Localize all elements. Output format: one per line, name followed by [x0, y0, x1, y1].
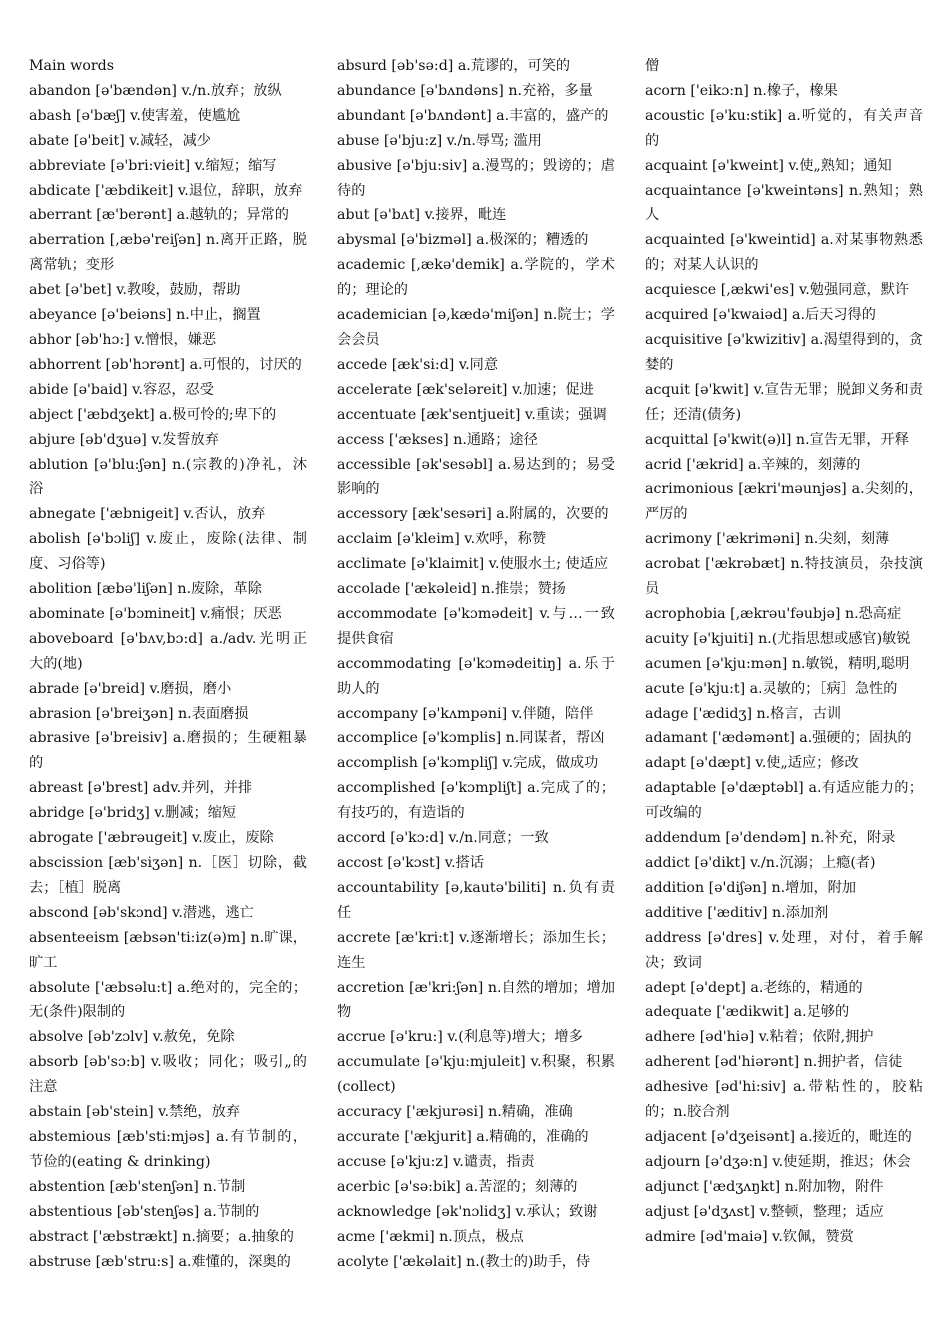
word-entry: abet [ə'bet] v.教唆，鼓励，帮助: [29, 282, 241, 299]
word-entry: academic [,ækə'demik] a.学院的，学术的；理论的: [337, 257, 615, 299]
word-entry: addict [ə'dikt] v./n.沉溺；上瘾(者): [645, 855, 876, 871]
word-entry: abbreviate [ə'bri:vieit] v.缩短；缩写: [29, 157, 277, 174]
word-entry: acute [ə'kju:t] a.灵敏的；［病］急性的: [645, 680, 898, 697]
word-entry: access ['ækses] n.通路；途径: [337, 431, 538, 448]
word-entry: abrasion [ə'breiʒən] n.表面磨损: [29, 705, 249, 722]
word-entry: abide [ə'baid] v.容忍，忍受: [29, 381, 214, 398]
word-entry: accumulate [ə'kju:mjuleit] v.积聚，积累(collect): [337, 1054, 615, 1096]
word-entry: abhor [əb'hɔ:] v.憎恨，嫌恶: [29, 331, 217, 348]
word-entry: acuity [ə'kjuiti] n.(尤指思想或感官)敏锐: [645, 630, 911, 647]
word-entry: admire [əd'maiə] v.钦佩，赞赏: [645, 1228, 854, 1245]
word-entry: acclaim [ə'kleim] v.欢呼，称赞: [337, 531, 547, 548]
word-entry: abandon [ə'bændən] v./n.放弃；放纵: [29, 82, 282, 99]
word-entry: acquaint [ə'kweint] v.使„熟知；通知: [645, 157, 892, 174]
word-entry: abhorrent [əb'hɔrənt] a.可恨的，讨厌的: [29, 356, 302, 373]
word-entry: abstract ['æbstrækt] n.摘要；a.抽象的: [29, 1228, 294, 1245]
word-entry: abusive [ə'bju:siv] a.漫骂的；毁谤的；虐待的: [337, 157, 615, 199]
word-entry: adaptable [ə'dæptəbl] a.有适应能力的；可改编的: [645, 780, 923, 822]
word-entry: absenteeism [æbsən'ti:iz(ə)m] n.旷课，旷工: [29, 929, 307, 971]
word-entry: acclimate [ə'klaimit] v.使服水土; 使适应: [337, 556, 609, 573]
word-entry: accrete [æ'kri:t] v.逐渐增长；添加生长；连生: [337, 929, 615, 971]
word-entry: adhesive [əd'hi:siv] a.带粘性的，胶粘的；n.胶合剂: [645, 1079, 923, 1121]
word-entry: accord [ə'kɔ:d] v./n.同意；一致: [337, 830, 549, 847]
word-entry: abash [ə'bæʃ] v.使害羞，使尴尬: [29, 107, 241, 124]
word-entry: acrid ['ækrid] a.辛辣的，刻薄的: [645, 456, 861, 473]
word-entry: abysmal [ə'bizməl] a.极深的；糟透的: [337, 232, 589, 249]
word-entry: abstain [əb'stein] v.禁绝，放弃: [29, 1104, 240, 1121]
word-entry: acquaintance [ə'kweintəns] n.熟知；熟人: [645, 182, 923, 224]
word-entry: aberrant [æ'berənt] a.越轨的；异常的: [29, 207, 289, 224]
word-entry: additive ['æditiv] n.添加剂: [645, 904, 829, 921]
word-entry: abrasive [ə'breisiv] a.磨损的；生硬粗暴的: [29, 730, 307, 772]
word-entry: abdicate ['æbdikeit] v.退位，辞职，放弃: [29, 182, 303, 199]
word-entry: accuracy ['ækjurəsi] n.精确，准确: [337, 1104, 573, 1121]
word-entry: 僧: [645, 58, 660, 74]
word-entry: accretion [æ'kri:ʃən] n.自然的增加；增加物: [337, 979, 616, 1021]
word-entry: adhere [əd'hiə] v.粘着；依附,拥护: [645, 1029, 874, 1046]
word-entry: accede [æk'si:d] v.同意: [337, 356, 499, 373]
word-entry: accuse [ə'kju:z] v.谴责，指责: [337, 1153, 535, 1170]
word-entry: acorn ['eikɔ:n] n.橡子，橡果: [645, 82, 838, 99]
word-entry: accomplished [ə'kɔmpliʃt] a.完成了的；有技巧的，有造诣的: [337, 780, 615, 822]
word-entry: abstemious [æb'sti:mjəs] a.有节制的，节俭的(eating & drinking): [29, 1128, 307, 1170]
word-entry: accomplish [ə'kɔmpliʃ] v.完成，做成功: [337, 755, 599, 772]
word-entry: abolish [ə'bɔliʃ] v.废止，废除(法律、制度、习俗等): [29, 531, 307, 573]
word-entry: abject ['æbdʒekt] a.极可怜的;卑下的: [29, 406, 277, 423]
word-entry: adjacent [ə'dʒeisənt] a.接近的，毗连的: [645, 1128, 912, 1145]
word-entry: abeyance [ə'beiəns] n.中止，搁置: [29, 307, 261, 324]
word-entry: acrimonious [ækri'məunjəs] a.尖刻的，严厉的: [645, 481, 923, 523]
word-entry: abjure [əb'dʒuə] v.发誓放弃: [29, 431, 219, 448]
word-entry: acoustic [ə'ku:stik] a.听觉的，有关声音的: [645, 107, 923, 149]
word-entry: address [ə'dres] v.处理，对付，着手解决；致词: [645, 929, 923, 971]
word-entry: acrimony ['ækriməni] n.尖刻，刻薄: [645, 531, 890, 548]
word-entry: acquisitive [ə'kwizitiv] a.渴望得到的，贪婪的: [645, 331, 923, 373]
word-entry: ablution [ə'blu:ʃən] n.(宗教的)净礼，沐浴: [29, 456, 307, 498]
word-entry: adjourn [ə'dʒə:n] v.使延期，推迟；休会: [645, 1153, 911, 1170]
word-entry: absolute ['æbsəlu:t] a.绝对的，完全的；无(条件)限制的: [29, 979, 307, 1021]
word-entry: abstentious [əb'stenʃəs] a.节制的: [29, 1203, 260, 1220]
word-entry: accessible [ək'sesəbl] a.易达到的；易受影响的: [337, 456, 615, 498]
word-entry: adherent [əd'hiərənt] n.拥护者，信徒: [645, 1054, 903, 1071]
word-entry: abscission [æb'siʒən] n.［医］切除，截去；［植］脱离: [29, 855, 307, 896]
word-entry: adapt [ə'dæpt] v.使„适应；修改: [645, 755, 859, 772]
word-entry: absorb [əb'sɔ:b] v.吸收；同化；吸引„的注意: [29, 1054, 307, 1096]
word-entry: adjust [ə'dʒʌst] v.整顿，整理；适应: [645, 1203, 884, 1220]
word-entry: adept [ə'dept] a.老练的，精通的: [645, 979, 863, 996]
word-entry: accolade ['ækəleid] n.推崇；赞扬: [337, 581, 566, 598]
word-entry: acolyte ['ækəlait] n.(教士的)助手，侍: [337, 1253, 591, 1270]
word-entry: addition [ə'diʃən] n.增加，附加: [645, 879, 857, 896]
column-3: [645, 54, 923, 1250]
word-entry: adage ['ædidʒ] n.格言，古训: [645, 705, 842, 722]
word-entry: aberration [,æbə'reiʃən] n.离开正路，脱离常轨；变形: [29, 232, 307, 274]
word-entry: abolition [æbə'liʃən] n.废除，革除: [29, 581, 262, 598]
column-2: [337, 54, 615, 1274]
column-1: [29, 54, 307, 1274]
word-entry: acerbic [ə'sə:bik] a.苦涩的；刻薄的: [337, 1178, 578, 1195]
word-entry: adequate ['ædikwit] a.足够的: [645, 1004, 850, 1021]
section-heading: Main words: [29, 58, 115, 74]
word-entry: abuse [ə'bju:z] v./n.辱骂; 滥用: [337, 132, 542, 149]
word-entry: abridge [ə'bridʒ] v.删减；缩短: [29, 805, 237, 822]
dictionary-page: [29, 54, 929, 1314]
word-entry: acquit [ə'kwit] v.宣告无罪；脱卸义务和责任；还清(债务): [645, 381, 923, 423]
word-entry: abate [ə'beit] v.减轻，减少: [29, 132, 211, 149]
word-entry: abundance [ə'bʌndəns] n.充裕，多量: [337, 82, 593, 99]
word-entry: acrophobia [,ækrəu'fəubjə] n.恐高症: [645, 605, 902, 622]
word-entry: academician [ə,kædə'miʃən] n.院士；学会会员: [337, 307, 615, 348]
word-entry: acrobat ['ækrəbæt] n.特技演员，杂技演员: [645, 556, 923, 598]
word-entry: accost [ə'kɔst] v.搭话: [337, 855, 485, 871]
word-entry: abominate [ə'bɔmineit] v.痛恨；厌恶: [29, 605, 282, 622]
word-entry: accommodate [ə'kɔmədeit] v.与…一致提供食宿: [337, 605, 615, 647]
word-entry: abut [ə'bʌt] v.接界，毗连: [337, 207, 507, 224]
word-entry: addendum [ə'dendəm] n.补充，附录: [645, 830, 896, 847]
word-entry: abrade [ə'breid] v.磨损，磨小: [29, 680, 232, 697]
word-entry: adamant ['ædəmənt] a.强硬的；固执的: [645, 730, 912, 747]
word-entry: abstruse [æb'stru:s] a.难懂的，深奥的: [29, 1253, 291, 1270]
word-entry: abundant [ə'bʌndənt] a.丰富的，盛产的: [337, 107, 609, 124]
word-entry: accurate ['ækjurit] a.精确的，准确的: [337, 1128, 589, 1145]
word-entry: acquainted [ə'kweintid] a.对某事物熟悉的；对某人认识的: [645, 232, 923, 274]
word-entry: accrue [ə'kru:] v.(利息等)增大；增多: [337, 1029, 583, 1046]
word-entry: abnegate ['æbnigeit] v.否认，放弃: [29, 506, 266, 523]
word-entry: acknowledge [ək'nɔlidʒ] v.承认；致谢: [337, 1203, 598, 1220]
word-entry: accompany [ə'kʌmpəni] v.伴随，陪伴: [337, 705, 594, 722]
word-entry: accountability [ə,kautə'biliti] n.负有责任: [337, 879, 615, 921]
word-entry: abscond [əb'skɔnd] v.潜逃，逃亡: [29, 904, 254, 921]
word-entry: accommodating [ə'kɔmədeitiŋ] a.乐于助人的: [337, 655, 615, 697]
word-entry: abrogate ['æbrəugeit] v.废止，废除: [29, 830, 274, 847]
word-entry: acquittal [ə'kwit(ə)l] n.宣告无罪，开释: [645, 431, 909, 448]
word-entry: aboveboard [ə'bʌv,bɔ:d] a./adv.光明正大的(地): [29, 630, 307, 672]
word-entry: absurd [əb'sə:d] a.荒谬的，可笑的: [337, 58, 571, 74]
word-entry: accentuate [æk'sentjueit] v.重读；强调: [337, 406, 607, 423]
word-entry: accomplice [ə'kɔmplis] n.同谋者，帮凶: [337, 730, 605, 747]
word-entry: acme ['ækmi] n.顶点，极点: [337, 1228, 524, 1245]
word-entry: abstention [æb'stenʃən] n.节制: [29, 1178, 246, 1195]
word-entry: accelerate [æk'seləreit] v.加速；促进: [337, 381, 594, 398]
word-entry: adjunct ['ædʒʌŋkt] n.附加物，附件: [645, 1178, 884, 1195]
word-entry: acquiesce [,ækwi'es] v.勉强同意，默许: [645, 282, 910, 299]
word-entry: abreast [ə'brest] adv.并列，并排: [29, 780, 253, 797]
word-entry: accessory [æk'sesəri] a.附属的，次要的: [337, 506, 609, 523]
word-entry: acumen [ə'kju:mən] n.敏锐，精明,聪明: [645, 655, 910, 672]
word-entry: acquired [ə'kwaiəd] a.后天习得的: [645, 307, 876, 324]
word-entry: absolve [əb'zɔlv] v.赦免，免除: [29, 1029, 235, 1046]
